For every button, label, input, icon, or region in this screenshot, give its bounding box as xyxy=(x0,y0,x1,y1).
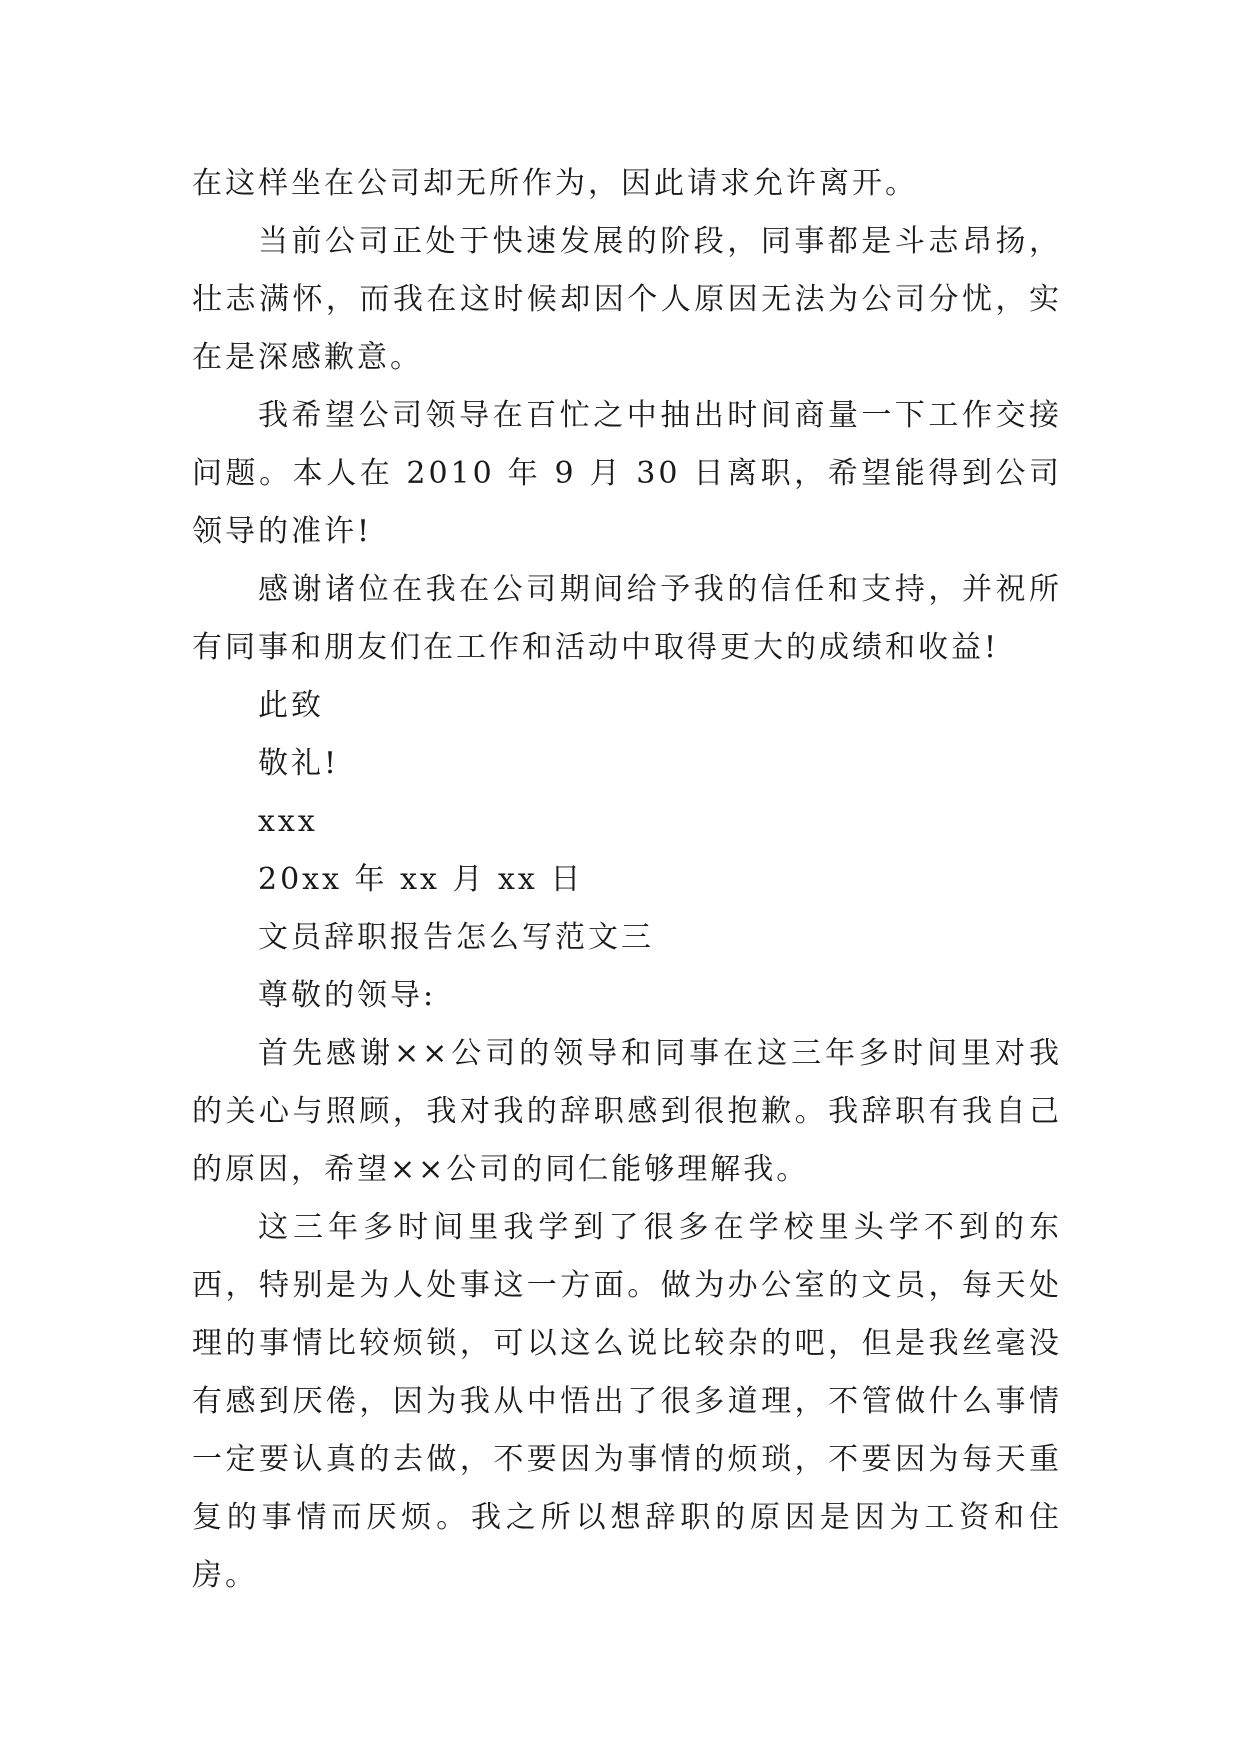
letter-body xyxy=(192,155,1062,1605)
paragraph-1: 在这样坐在公司却无所作为，因此请求允许离开。 xyxy=(192,166,918,201)
section-heading: 文员辞职报告怎么写范文三 xyxy=(258,920,654,955)
paragraph-3: 我希望公司领导在百忙之中抽出时间商量一下工作交接问题。本人在 2010 年 9 月 30 日离职，希望能得到公司领导的准许! xyxy=(192,398,1062,549)
paragraph-5: 首先感谢××公司的领导和同事在这三年多时间里对我的关心与照顾，我对我的辞职感到很抱歉。我辞职有我自己的原因，希望××公司的同仁能够理解我。 xyxy=(192,1036,1062,1187)
paragraph-6: 这三年多时间里我学到了很多在学校里头学不到的东西，特别是为人处事这一方面。做为办公室的文员，每天处理的事情比较烦锁，可以这么说比较杂的吧，但是我丝毫没有感到厌倦，因为我从中悟出了很多道理，不管做什么事情一定要认真的去做，不要因为事情的烦琐，不要因为每天重复的事情而厌烦。我之所以想辞职的原因是因为工资和住房。 xyxy=(192,1210,1062,1593)
date-line: 20xx 年 xx 月 xx 日 xyxy=(258,862,584,897)
paragraph-2: 当前公司正处于快速发展的阶段，同事都是斗志昂扬，壮志满怀，而我在这时候却因个人原因无法为公司分忧，实在是深感歉意。 xyxy=(192,224,1062,375)
closing-regards: 敬礼! xyxy=(258,746,340,781)
greeting: 尊敬的领导: xyxy=(258,978,437,1013)
closing-salutation: 此致 xyxy=(258,688,324,723)
signature: xxx xyxy=(258,804,318,839)
paragraph-4: 感谢诸位在我在公司期间给予我的信任和支持，并祝所有同事和朋友们在工作和活动中取得更大的成绩和收益! xyxy=(192,572,1062,665)
